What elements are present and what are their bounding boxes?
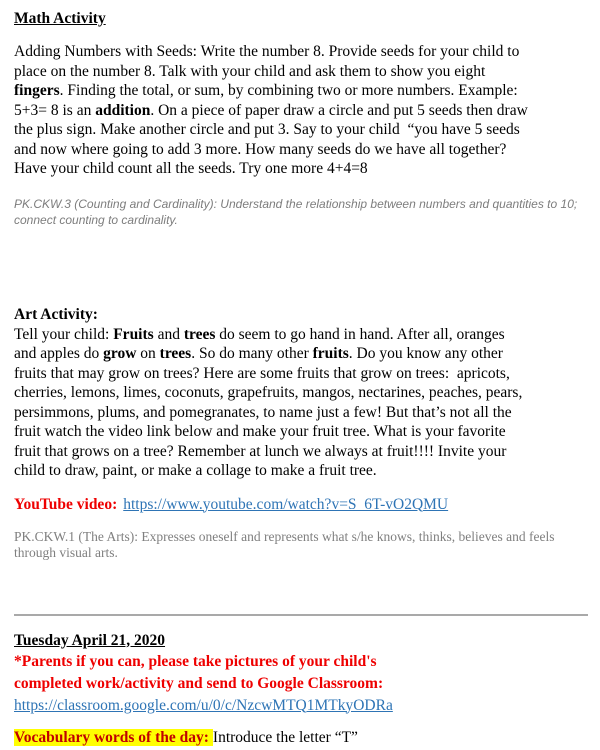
vocabulary-text: Introduce the letter “T” (212, 728, 358, 746)
art-activity-section (14, 305, 584, 481)
text-line: Tell your child: Fruits and trees do seem to go hand in hand. After all, oranges (14, 325, 505, 343)
google-classroom-link[interactable]: https://classroom.google.com/u/0/c/NzcwMTQ1MTkyODRa (14, 696, 393, 714)
parents-notice (14, 651, 584, 695)
text-line: fruit watch the video link below and make your fruit tree. What is your favorite (14, 423, 506, 440)
youtube-video-line (14, 495, 584, 515)
arts-standard-note: PK.CKW.1 (The Arts): Expresses oneself and represents what s/he knows, thinks, believes and feels through visual arts. (14, 528, 555, 560)
text-line: 5+3= 8 is an addition. On a piece of paper draw a circle and put 5 seeds then draw (14, 101, 528, 119)
text-line: child to draw, paint, or make a collage to make a fruit tree. (14, 462, 377, 479)
youtube-video-link[interactable]: https://www.youtube.com/watch?v=S_6T-vO2QMU (123, 495, 449, 513)
classroom-link-line (14, 695, 584, 717)
text-line: *Parents if you can, please take pictures of your child's (14, 652, 377, 670)
text-line: Have your child count all the seeds. Try one more 4+4=8 (14, 160, 368, 177)
text-line: fingers. Finding the total, or sum, by combining two or more numbers. Example: (14, 82, 518, 99)
vocabulary-label: Vocabulary words of the day: (14, 729, 213, 746)
text-line: place on the number 8. Talk with your child and ask them to show you eight (14, 62, 486, 80)
text-line: and apples do grow on trees. So do many other fruits. Do you know any other (14, 345, 503, 362)
text-line: fruits that may grow on trees? Here are some fruits that grow on trees: apricots, (14, 364, 510, 382)
text-line: and now where going to add 3 more. How many seeds do we have all together? (14, 140, 507, 158)
art-activity-heading: Art Activity: (14, 305, 98, 323)
vocabulary-line (14, 728, 584, 748)
text-line: Adding Numbers with Seeds: Write the number 8. Provide seeds for your child to (14, 43, 520, 60)
math-standard-note: PK.CKW.3 (Counting and Cardinality): Understand the relationship between numbers and quantities to 10; connect counting to cardinality. (14, 196, 578, 227)
text-line: completed work/activity and send to Google Classroom: (14, 674, 384, 692)
youtube-video-label: YouTube video: (14, 495, 118, 513)
section-divider (14, 614, 588, 616)
tuesday-date-heading: Tuesday April 21, 2020 (14, 631, 166, 649)
art-activity-paragraph (14, 325, 584, 481)
text-line: persimmons, plums, and pomegranates, to name just a few! But that’s not all the (14, 403, 512, 421)
text-line: the plus sign. Make another circle and put 3. Say to your child “you have 5 seeds (14, 121, 520, 138)
text-line: cherries, lemons, limes, coconuts, grapefruits, mangos, nectarines, peaches, pears, (14, 384, 523, 401)
math-activity-heading: Math Activity (14, 10, 106, 27)
math-activity-paragraph (14, 42, 584, 179)
text-line: fruit that grows on a tree? Remember at lunch we always at fruit!!!! Invite your (14, 442, 507, 460)
